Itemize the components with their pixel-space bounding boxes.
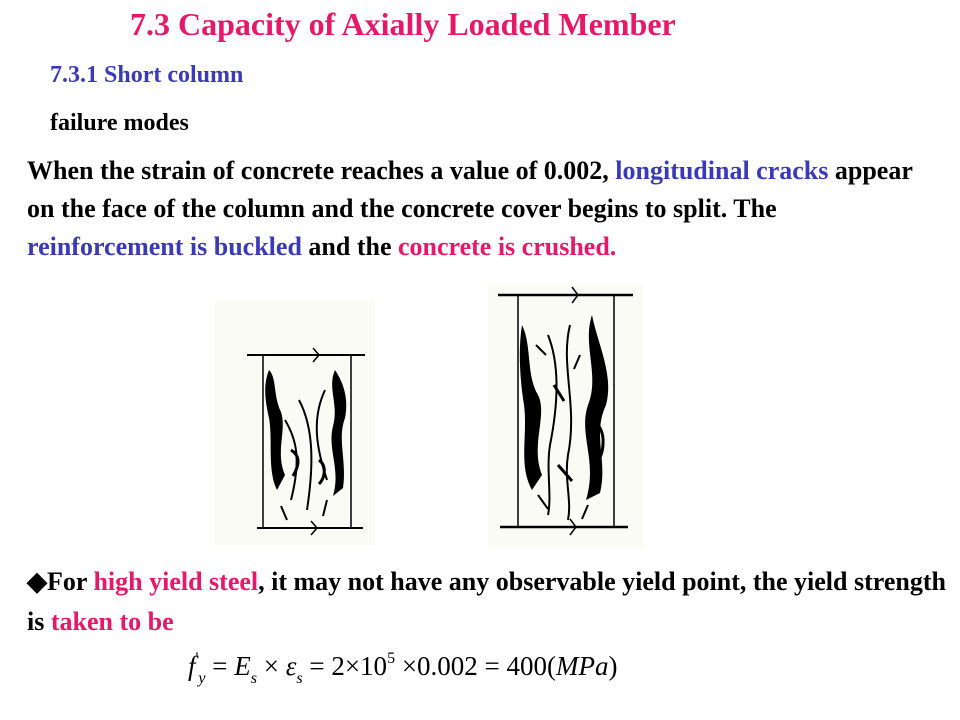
page-title: 7.3 Capacity of Axially Loaded Member	[130, 6, 676, 42]
bullet-highlight-steel: high yield steel	[93, 567, 259, 596]
bullet-text-2: , it may not have any observable yield point, the yield strength is	[27, 567, 946, 636]
diamond-bullet-icon: ◆	[27, 567, 47, 596]
formula-close: )	[608, 651, 618, 681]
bullet-highlight-taken: taken to be	[50, 607, 174, 636]
column-failure-sketch-small	[215, 300, 375, 545]
para-text-2: appear on the face of the column and the concrete cover begins to split. The	[27, 156, 913, 223]
formula-s1: s	[250, 670, 257, 687]
section-subtitle: 7.3.1 Short column	[50, 62, 244, 88]
para-highlight-reinforcement: reinforcement is buckled	[27, 232, 302, 261]
yield-strength-formula	[188, 650, 618, 688]
high-yield-steel-note	[27, 562, 947, 642]
topic-heading: failure modes	[50, 110, 189, 136]
formula-y: y	[198, 670, 206, 687]
para-highlight-concrete: concrete is crushed.	[397, 232, 617, 261]
formula-rest: ×0.002 = 400(	[395, 651, 557, 681]
failure-description	[27, 152, 932, 266]
formula-f: f	[188, 651, 196, 681]
para-text-3: and the	[301, 232, 398, 261]
formula-times1: ×	[256, 651, 286, 681]
formula-eq2: = 2×10	[302, 651, 388, 681]
formula-prime: '	[195, 650, 199, 667]
column-failure-sketch-large	[488, 285, 643, 547]
para-highlight-cracks: longitudinal cracks	[615, 156, 829, 185]
formula-eps: ε	[285, 651, 297, 681]
formula-s2: s	[296, 670, 303, 687]
formula-E: E	[234, 651, 251, 681]
formula-mpa: MPa	[556, 651, 609, 681]
bullet-text-1: For	[47, 567, 94, 596]
formula-exp: 5	[387, 650, 396, 667]
formula-eq1: =	[205, 651, 235, 681]
para-text-1: When the strain of concrete reaches a value of 0.002,	[27, 156, 616, 185]
